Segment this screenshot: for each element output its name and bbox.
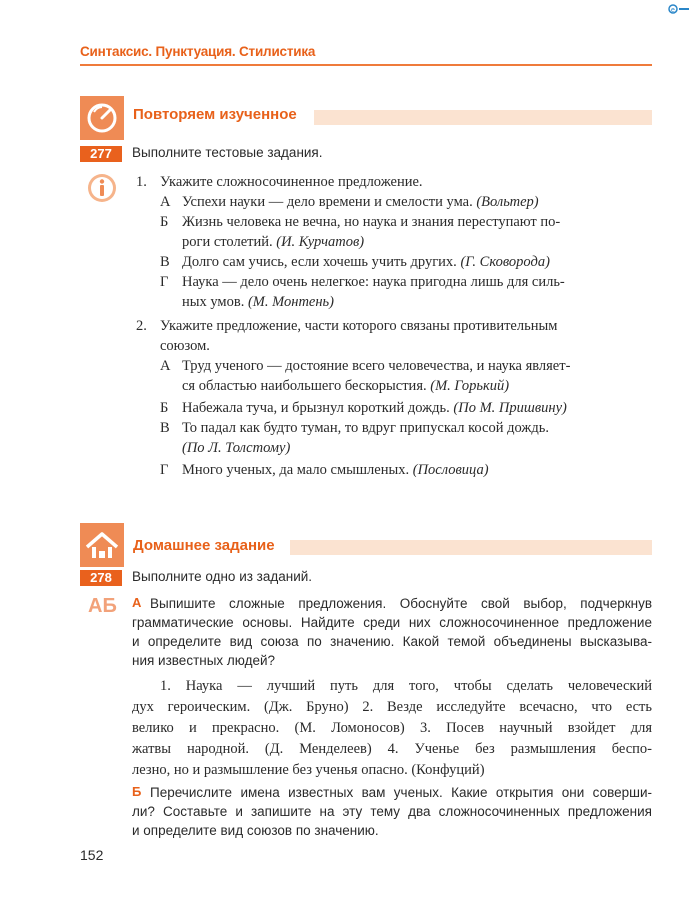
page-number: 152 bbox=[80, 847, 104, 863]
variant-a-letter: А bbox=[132, 595, 142, 610]
info-icon bbox=[86, 172, 118, 204]
option-text: То падал как будто туман, то вдруг припускал косой дождь. bbox=[182, 420, 549, 436]
section-title-homework: Домашнее задание bbox=[133, 537, 275, 554]
task-instruction: Выполните одно из заданий. bbox=[132, 569, 313, 584]
section-title-review: Повторяем изученное bbox=[133, 106, 297, 123]
option-letter: Г bbox=[160, 462, 169, 478]
option-text: Труд ученого — достояние всего человечества, и наука являет- bbox=[182, 358, 571, 374]
quotes-line: жатвы народной. (Д. Менделеев) 4. Ученье без размышления беспо- bbox=[132, 741, 652, 757]
option-text: Успехи науки — дело времени и смелости ума. (Вольтер) bbox=[182, 194, 539, 210]
variant-b-line: и определите вид союзов по значению. bbox=[132, 823, 379, 838]
question-1-number: 1. bbox=[136, 174, 147, 190]
clock-icon bbox=[80, 96, 124, 140]
option-text-continued: ся областью наибольшего бескорыстия. (М. Горький) bbox=[182, 378, 510, 394]
task-number-badge: 278 bbox=[80, 570, 122, 586]
option-letter: А bbox=[160, 194, 171, 210]
variant-a-line: и определите вид союза по значению. Какой темой объединены высказыва- bbox=[132, 634, 652, 649]
option-text-continued: (По Л. Толстому) bbox=[182, 440, 291, 456]
option-letter: А bbox=[160, 358, 171, 374]
variant-a-line: ния известных людей? bbox=[132, 653, 276, 668]
variant-a-line: Выпишите сложные предложения. Обоснуйте свой выбор, подчеркнув bbox=[150, 596, 652, 611]
svg-text:e: e bbox=[671, 7, 675, 14]
option-text: Набежала туча, и брызнул короткий дождь. (По М. Пришвину) bbox=[182, 400, 567, 416]
question-1-text: Укажите сложносочиненное предложение. bbox=[160, 174, 423, 190]
option-text: Долго сам учись, если хочешь учить других. (Г. Сковорода) bbox=[182, 254, 550, 270]
question-2-number: 2. bbox=[136, 318, 147, 334]
running-header: Синтаксис. Пунктуация. Стилистика bbox=[80, 44, 316, 59]
quotes-line: дух героическим. (Дж. Бруно) 2. Везде исследуйте всечасно, что есть bbox=[132, 699, 652, 715]
variant-a-line: грамматические основы. Найдите среди них сложносочиненное предложение bbox=[132, 615, 652, 630]
option-text: Много ученых, да мало смышленых. (Пословица) bbox=[182, 462, 489, 478]
variant-b-line: Перечислите имена известных вам ученых. Какие открытия они соверши- bbox=[150, 785, 652, 800]
option-letter: В bbox=[160, 254, 170, 270]
quotes-line: 1. Наука — лучший путь для того, чтобы сделать человеческий bbox=[160, 678, 652, 694]
variant-b-line: ли? Составьте и запишите на эту тему два сложносочиненных предложения bbox=[132, 804, 652, 819]
home-icon bbox=[80, 523, 124, 567]
abc-icon bbox=[86, 592, 122, 628]
question-2-text-continued: союзом. bbox=[160, 338, 210, 354]
section-title-bar bbox=[290, 540, 652, 555]
section-title-bar bbox=[314, 110, 652, 125]
option-letter: В bbox=[160, 420, 170, 436]
task-number-badge: 277 bbox=[80, 146, 122, 162]
svg-text:АБ: АБ bbox=[88, 595, 117, 617]
header-rule bbox=[80, 64, 652, 66]
quotes-line: лезно, но и размышление без ученья опасно. (Конфуций) bbox=[132, 762, 485, 778]
task-instruction: Выполните тестовые задания. bbox=[132, 145, 323, 160]
corner-logo bbox=[668, 4, 690, 14]
option-letter: Б bbox=[160, 400, 169, 416]
quotes-line: велико и прекрасно. (М. Ломоносов) 3. Посев научный взойдет для bbox=[132, 720, 652, 736]
variant-b-letter: Б bbox=[132, 784, 142, 799]
option-text: Наука — дело очень нелегкое: наука пригодна лишь для силь- bbox=[182, 274, 565, 290]
option-letter: Г bbox=[160, 274, 169, 290]
option-text-continued: ных умов. (М. Монтень) bbox=[182, 294, 334, 310]
question-2-text: Укажите предложение, части которого связаны противительным bbox=[160, 318, 558, 334]
option-text: Жизнь человека не вечна, но наука и знания переступают по- bbox=[182, 214, 561, 230]
option-text-continued: роги столетий. (И. Курчатов) bbox=[182, 234, 365, 250]
option-letter: Б bbox=[160, 214, 169, 230]
